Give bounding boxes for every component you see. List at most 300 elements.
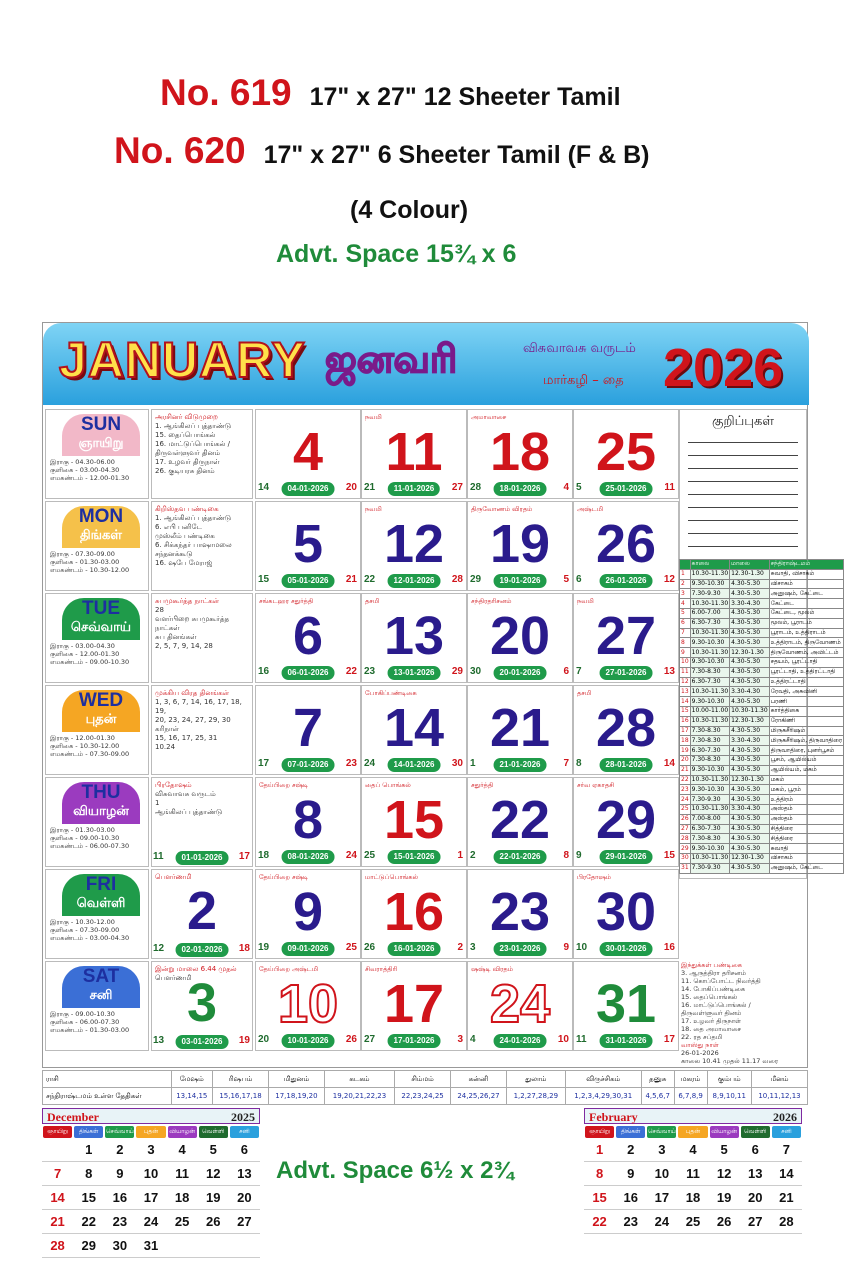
day-label-cell [45, 777, 149, 867]
date-footer [151, 1035, 253, 1049]
mini-date[interactable]: 24 [135, 1210, 166, 1234]
tamil-date: 20 [258, 1034, 270, 1045]
date-cell[interactable] [361, 777, 467, 867]
festival-item: 22. ரத சப்தமி [681, 1033, 723, 1041]
gowri-row [680, 638, 844, 648]
mini-date[interactable]: 9 [104, 1162, 135, 1186]
date-number: 15 [383, 790, 445, 850]
date-cell[interactable] [573, 685, 679, 775]
time-line: இராகு - 03.00-04.30 [50, 642, 115, 650]
mini-date[interactable]: 8 [73, 1162, 104, 1186]
month-name-tamil: ஜனவரி [325, 337, 458, 381]
mini-date[interactable]: 2 [615, 1138, 646, 1162]
rasi-value: சந்திராஷ்டமம் உள்ள தேதிகள் [43, 1088, 172, 1105]
gowri-cell: கேட்டை [769, 599, 843, 609]
islamic-date: 7 [563, 758, 569, 769]
islamic-date: 12 [663, 574, 675, 585]
rahu-kalam-times [50, 918, 129, 942]
gowri-cell: 7.30-8.30 [690, 726, 730, 736]
notes-line[interactable] [688, 482, 798, 495]
gowri-row [680, 853, 844, 863]
islamic-date: 22 [345, 666, 357, 677]
gregorian-date: 27-01-2026 [600, 666, 653, 680]
notes-line[interactable] [688, 495, 798, 508]
date-footer [574, 482, 678, 496]
mini-date[interactable]: 6 [229, 1138, 260, 1162]
festival-item: திருவள்ளுவர் தினம் [681, 1009, 742, 1017]
gowri-cell: 4.30-5.30 [730, 618, 770, 628]
mini-month: February [589, 1110, 638, 1124]
date-cell[interactable] [573, 593, 679, 683]
mini-date[interactable]: 23 [615, 1210, 646, 1234]
day-name-tamil: செவ்வாய் [70, 620, 132, 635]
time-line: எமகண்டம் - 12.00-01.30 [50, 474, 130, 482]
day-badge [62, 782, 140, 824]
date-cell[interactable] [361, 593, 467, 683]
date-footer [151, 851, 253, 865]
date-cell[interactable] [467, 501, 573, 591]
note-line: 2, 5, 7, 9, 14, 28 [155, 642, 213, 650]
mini-date[interactable]: 15 [584, 1186, 615, 1210]
tamil-date: 8 [576, 758, 582, 769]
festival-item: 11. கொப்போட்ட நிவர்த்தி [681, 977, 761, 985]
gowri-cell: ஆயில்யம், மகம் [769, 765, 843, 775]
gregorian-date: 02-01-2026 [176, 943, 229, 957]
note-line: 15. தைப்பொங்கல் [155, 431, 216, 439]
gowri-cell: 4.30-5.30 [730, 697, 770, 707]
gowri-cell: 12 [681, 677, 689, 685]
mini-date[interactable]: 18 [677, 1186, 708, 1210]
notes-line[interactable] [688, 430, 798, 443]
mini-weekday: திங்கள் [74, 1126, 103, 1138]
gowri-cell: 3.30-4.30 [730, 804, 770, 814]
gowri-cell: 9 [680, 648, 691, 658]
date-cell[interactable] [467, 685, 573, 775]
gowri-cell: அனுஷம், கேட்டை [769, 863, 843, 873]
gowri-cell: 4.30-5.30 [730, 814, 770, 824]
date-event: ஷஷ்டி விரதம் [471, 965, 514, 973]
date-number: 12 [383, 514, 445, 574]
mini-date[interactable]: 14 [42, 1186, 73, 1210]
gowri-row [680, 775, 844, 785]
date-number: 6 [292, 606, 324, 666]
gregorian-date: 23-01-2026 [494, 942, 547, 956]
gregorian-date: 21-01-2026 [494, 758, 547, 772]
mini-date[interactable]: 25 [167, 1210, 198, 1234]
date-footer [574, 574, 678, 588]
day-badge [62, 598, 140, 640]
date-cell[interactable] [361, 501, 467, 591]
gowri-cell: 10 [681, 658, 689, 666]
tamil-date: 23 [364, 666, 376, 677]
mini-date[interactable]: 1 [584, 1138, 615, 1162]
mini-date[interactable]: 14 [771, 1162, 802, 1186]
gregorian-date: 06-01-2026 [282, 666, 335, 680]
date-footer [151, 943, 253, 957]
notes-line[interactable] [688, 456, 798, 469]
gowri-cell: 13 [681, 687, 689, 695]
mini-date[interactable]: 10 [646, 1162, 677, 1186]
day-badge [62, 690, 140, 732]
gowri-cell: 9.30-10.30 [690, 765, 730, 775]
gowri-cell: சுவாதி, விசாகம் [769, 569, 843, 579]
mini-date[interactable]: 25 [677, 1210, 708, 1234]
time-line: இராகு - 10.30-12.00 [50, 918, 115, 926]
date-cell[interactable] [467, 869, 573, 959]
gregorian-date: 22-01-2026 [494, 850, 547, 864]
date-event: சந்திரதரிசனம் [471, 597, 512, 605]
mini-date[interactable]: 3 [135, 1138, 166, 1162]
gowri-row [680, 706, 844, 716]
date-cell[interactable] [573, 961, 679, 1051]
gowri-row [680, 579, 844, 589]
gowri-cell: 7.30-8.30 [690, 834, 730, 844]
date-event: மாட்டுப்பொங்கல் [365, 873, 418, 881]
note-line: சுப தினங்கள் [155, 633, 197, 641]
mini-date[interactable]: 11 [677, 1162, 708, 1186]
vastu-title: வாஸ்து நாள் [681, 1041, 719, 1049]
gowri-cell: 9.30-10.30 [690, 844, 730, 854]
mini-date[interactable]: 15 [73, 1186, 104, 1210]
islamic-date: 29 [451, 666, 463, 677]
mini-date[interactable]: 17 [646, 1186, 677, 1210]
gowri-cell: 19 [681, 746, 689, 754]
date-cell[interactable] [467, 593, 573, 683]
gowri-cell: 7.30-8.30 [690, 755, 730, 765]
gowri-cell: சதயம், பூரட்டாதி [769, 657, 843, 667]
note-line: சுபமுகூர்த்த நாட்கள் [155, 597, 220, 605]
mini-date[interactable]: 19 [709, 1186, 740, 1210]
gowri-cell: 4.30-5.30 [730, 677, 770, 687]
note-line: முக்கிய விரத தினங்கள் [155, 689, 230, 697]
gowri-cell: 7 [680, 628, 691, 638]
notes-line[interactable] [688, 534, 798, 547]
gowri-cell: சுவாதி [769, 844, 843, 854]
tamil-date: 11 [576, 1034, 587, 1045]
date-footer [362, 666, 466, 680]
date-cell[interactable] [361, 961, 467, 1051]
tamil-date: 25 [364, 850, 376, 861]
notes-line[interactable] [688, 469, 798, 482]
gowri-row [680, 628, 844, 638]
tamil-date: 14 [258, 482, 270, 493]
time-line: குளிகை - 09.00-10.30 [50, 834, 120, 842]
islamic-date: 30 [451, 758, 463, 769]
gowri-row [680, 589, 844, 599]
rasi-value: 24,25,26,27 [451, 1088, 507, 1105]
gowri-cell: 7.30-8.30 [690, 667, 730, 677]
mini-weekday: புதன் [136, 1126, 165, 1138]
mini-date[interactable]: 5 [709, 1138, 740, 1162]
gowri-cell: 4.30-5.30 [730, 765, 770, 775]
date-cell[interactable] [151, 777, 253, 867]
mini-date[interactable]: 1 [73, 1138, 104, 1162]
date-number: 31 [595, 974, 657, 1034]
gowri-cell: ரோகிணி [769, 716, 843, 726]
mini-date[interactable]: 27 [740, 1210, 771, 1234]
mini-date[interactable]: 30 [104, 1234, 135, 1258]
tamil-date: 10 [576, 942, 588, 953]
gowri-cell: 10.30-11.30 [691, 570, 729, 578]
gowri-cell: 20 [681, 756, 689, 764]
mini-date[interactable]: 29 [73, 1234, 104, 1258]
date-number: 8 [292, 790, 324, 850]
mini-date[interactable]: 24 [646, 1210, 677, 1234]
gowri-cell: 22 [681, 775, 689, 783]
mini-date[interactable]: 12 [709, 1162, 740, 1186]
tamil-date: 22 [364, 574, 376, 585]
tamil-date: 7 [576, 666, 582, 677]
mini-date[interactable]: 4 [167, 1138, 198, 1162]
colour-note: (4 Colour) [350, 196, 469, 224]
date-cell[interactable] [255, 961, 361, 1051]
rasi-value: 13,14,15 [171, 1088, 213, 1105]
date-footer [362, 482, 466, 496]
date-number: 10 [277, 974, 339, 1034]
mini-date[interactable]: 8 [584, 1162, 615, 1186]
notes-line[interactable] [688, 508, 798, 521]
gowri-cell: 12.30-1.30 [730, 853, 770, 863]
gregorian-date: 11-01-2026 [388, 482, 440, 496]
date-cell[interactable] [255, 685, 361, 775]
mini-date[interactable]: 16 [104, 1186, 135, 1210]
date-footer [468, 758, 572, 772]
gowri-header-cell [680, 560, 691, 570]
mini-date[interactable]: 17 [135, 1186, 166, 1210]
mini-date[interactable]: 26 [709, 1210, 740, 1234]
mini-date[interactable]: 21 [771, 1186, 802, 1210]
mini-year: 2026 [773, 1110, 797, 1124]
rasi-label-row [43, 1071, 808, 1088]
mini-weekday: ஞாயிறு [585, 1126, 614, 1138]
gowri-cell: 10.30-11.30 [691, 805, 729, 813]
notes-title: குறிப்புகள் [711, 414, 775, 429]
date-cell[interactable] [255, 501, 361, 591]
mini-date[interactable]: 2 [104, 1138, 135, 1162]
mini-calendar-december [42, 1108, 260, 1258]
rasi-label: சிம்மம் [395, 1071, 451, 1088]
date-cell[interactable] [361, 409, 467, 499]
date-cell[interactable] [255, 869, 361, 959]
date-cell[interactable] [573, 501, 679, 591]
mini-calendar-february [584, 1108, 802, 1234]
date-cell[interactable] [361, 869, 467, 959]
mini-date[interactable]: 13 [229, 1162, 260, 1186]
date-cell[interactable] [467, 409, 573, 499]
gregorian-date: 08-01-2026 [282, 850, 335, 864]
date-number: 5 [292, 514, 324, 574]
time-line: எமகண்டம் - 10.30-12.00 [50, 566, 130, 574]
mini-date[interactable]: 13 [740, 1162, 771, 1186]
gregorian-date: 13-01-2026 [388, 666, 441, 680]
date-cell[interactable] [255, 409, 361, 499]
note-line: 17. உழவர் திருநாள் [155, 458, 220, 466]
mini-date[interactable]: 7 [771, 1138, 802, 1162]
gowri-cell: மிருகசீரிஷம், திருவாதிரை [770, 736, 843, 744]
gregorian-date: 04-01-2026 [282, 482, 335, 496]
gowri-cell: 10.30-11.30 [691, 599, 729, 607]
note-line: 20, 23, 24, 27, 29, 30 [155, 716, 231, 724]
gowri-cell: 4.30-5.30 [730, 726, 770, 736]
date-cell[interactable] [467, 961, 573, 1051]
day-label-cell [45, 593, 149, 683]
mini-weekday: வெள்ளி [199, 1126, 228, 1138]
gowri-cell: அஸ்தம் [769, 814, 843, 824]
mini-date[interactable]: 10 [135, 1162, 166, 1186]
gowri-row [680, 599, 844, 609]
date-number: 19 [489, 514, 551, 574]
islamic-date: 23 [345, 758, 357, 769]
mini-date[interactable]: 11 [167, 1162, 198, 1186]
mini-date[interactable]: 12 [198, 1162, 229, 1186]
date-footer [256, 758, 360, 772]
gowri-header-cell: காலை [690, 560, 730, 570]
tamil-date: 18 [258, 850, 270, 861]
tamil-date: 4 [470, 1034, 476, 1045]
mini-weekday: சனி [772, 1126, 801, 1138]
gowri-cell: உத்திராடம், திருவோணம் [769, 638, 843, 648]
tamil-date: 13 [153, 1035, 165, 1046]
tamil-date: 6 [576, 574, 582, 585]
festival-list [679, 959, 807, 1067]
gregorian-date: 28-01-2026 [600, 758, 653, 772]
mini-date[interactable]: 22 [73, 1210, 104, 1234]
mini-date[interactable]: 7 [42, 1162, 73, 1186]
note-line: 26. குடியரசு தினம் [155, 467, 215, 475]
date-cell[interactable] [573, 409, 679, 499]
mini-weekday: செவ்வாய் [647, 1126, 676, 1138]
gowri-cell: 12.30-1.30 [730, 569, 770, 579]
gowri-cell: 17 [681, 726, 689, 734]
mini-date[interactable]: 16 [615, 1186, 646, 1210]
note-line: 1 [155, 799, 160, 807]
mini-date[interactable]: 28 [771, 1210, 802, 1234]
date-cell[interactable] [467, 777, 573, 867]
islamic-date: 14 [663, 758, 675, 769]
tamil-date: 15 [258, 574, 270, 585]
note-line: 6. எபி பனிடே [155, 523, 203, 531]
date-cell[interactable] [255, 777, 361, 867]
gowri-header-cell: சந்திராஷ்டமம் [769, 560, 843, 570]
gowri-cell: திருவாதிரை, புனர்பூசம் [769, 746, 843, 756]
gowri-cell: 6.30-7.30 [690, 677, 730, 687]
gowri-header-cell: மாலை [730, 560, 770, 570]
date-footer [468, 482, 572, 496]
mini-date[interactable]: 20 [740, 1186, 771, 1210]
gowri-cell: 10.30-11.30 [691, 854, 729, 862]
gowri-cell: 26 [681, 815, 689, 823]
mini-weekday: வியாழன் [168, 1126, 197, 1138]
rasi-value: 22,23,24,25 [395, 1088, 451, 1105]
date-event: சங்கடஹர சதுர்த்தி [259, 597, 314, 605]
islamic-date: 24 [345, 850, 357, 861]
gowri-cell: 9.30-10.30 [690, 697, 730, 707]
date-number: 30 [595, 882, 657, 942]
date-event: தசமி [365, 597, 380, 605]
gowri-row [680, 746, 844, 756]
mini-date[interactable]: 28 [42, 1234, 73, 1258]
day-name-english: FRI [85, 874, 117, 895]
mini-date[interactable]: 6 [740, 1138, 771, 1162]
rasi-label: துலாம் [506, 1071, 565, 1088]
mini-date[interactable]: 3 [646, 1138, 677, 1162]
mini-header [584, 1108, 802, 1124]
date-cell[interactable] [151, 961, 253, 1051]
gowri-cell: 4.30-5.30 [730, 844, 770, 854]
festival-item: 15. தைப்பொங்கல் [681, 993, 738, 1001]
mini-date[interactable]: 4 [677, 1138, 708, 1162]
date-cell[interactable] [573, 777, 679, 867]
mini-date[interactable]: 27 [229, 1210, 260, 1234]
day-label-cell [45, 409, 149, 499]
rasi-label: மிதுனம் [268, 1071, 324, 1088]
time-line: இராகு - 07.30-09.00 [50, 550, 115, 558]
gowri-cell: 10.30-11.30 [731, 707, 768, 715]
gowri-cell: கார்த்திகை [769, 706, 843, 716]
gowri-row [680, 795, 844, 805]
mini-date[interactable]: 23 [104, 1210, 135, 1234]
product-number-619: No. 619 [160, 72, 292, 113]
gowri-cell: 7.30-9.30 [690, 863, 730, 873]
date-cell[interactable] [151, 869, 253, 959]
tamil-date: 9 [576, 850, 582, 861]
gowri-cell: 10.30-11.30 [691, 687, 729, 695]
rahu-kalam-times [50, 734, 129, 758]
time-line: இராகு - 01.30-03.00 [50, 826, 115, 834]
date-number: 18 [489, 422, 551, 482]
gregorian-date: 16-01-2026 [388, 942, 441, 956]
mini-date [167, 1234, 198, 1258]
gowri-cell: 9.30-10.30 [690, 785, 730, 795]
mini-date[interactable]: 18 [167, 1186, 198, 1210]
notes-line[interactable] [688, 521, 798, 534]
gowri-cell: 4.30-5.30 [730, 667, 770, 677]
islamic-date: 10 [557, 1034, 569, 1045]
gregorian-date: 20-01-2026 [494, 666, 547, 680]
mini-weekday: வியாழன் [710, 1126, 739, 1138]
mini-date[interactable]: 31 [135, 1234, 166, 1258]
date-number: 25 [595, 422, 657, 482]
day-name-tamil: புதன் [85, 712, 117, 727]
festival-item: 16. மாட்டுப்பொங்கல் / [681, 1001, 751, 1009]
note-line: சந்தனக்கூடு [155, 550, 193, 558]
mini-date[interactable]: 5 [198, 1138, 229, 1162]
date-footer [362, 942, 466, 956]
mini-date[interactable]: 21 [42, 1210, 73, 1234]
date-number: 21 [489, 698, 551, 758]
gowri-cell: 4.30-5.30 [730, 824, 770, 834]
gowri-row [680, 863, 844, 873]
mini-date[interactable]: 20 [229, 1186, 260, 1210]
gowri-cell: 4.30-5.30 [730, 795, 770, 805]
date-footer [256, 1034, 360, 1048]
mini-date[interactable]: 26 [198, 1210, 229, 1234]
date-cell[interactable] [255, 593, 361, 683]
gowri-cell: 10.30-11.30 [691, 628, 729, 636]
mini-date[interactable]: 22 [584, 1210, 615, 1234]
date-number: 27 [595, 606, 657, 666]
mini-date[interactable]: 19 [198, 1186, 229, 1210]
mini-weekday: ஞாயிறு [43, 1126, 72, 1138]
date-cell[interactable] [361, 685, 467, 775]
gowri-cell: 27 [681, 824, 689, 832]
notes-line[interactable] [688, 443, 798, 456]
mini-date[interactable]: 9 [615, 1162, 646, 1186]
islamic-date: 16 [663, 942, 675, 953]
date-cell[interactable] [573, 869, 679, 959]
gowri-cell: 4.30-5.30 [730, 755, 770, 765]
date-footer [256, 666, 360, 680]
